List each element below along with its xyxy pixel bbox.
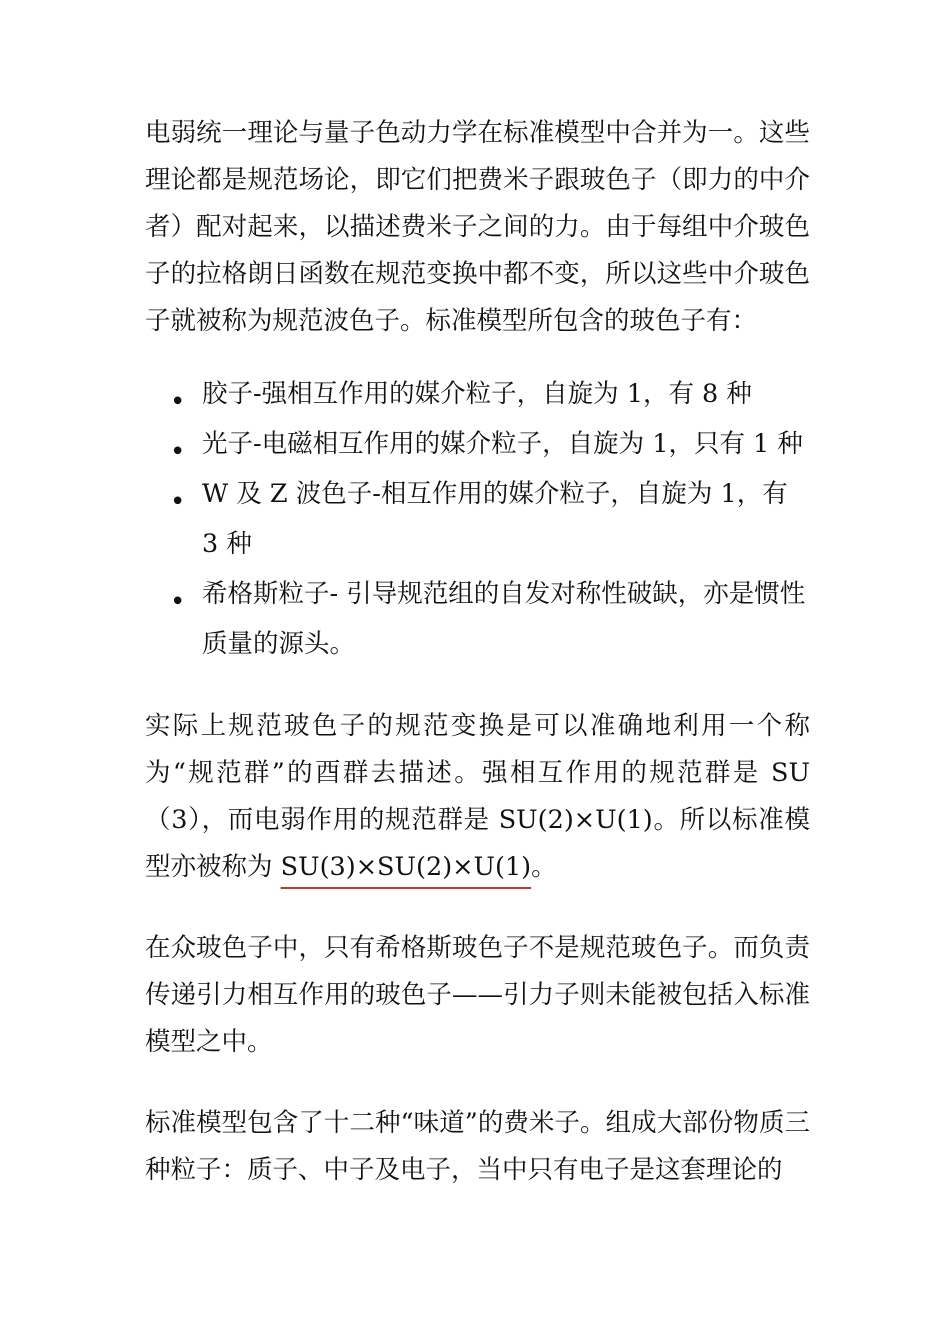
paragraph-text: 实际上规范玻色子的规范变换是可以准确地利用一个称为“规范群”的酉群去描述。强相互作用的规范群是 SU（3），而电弱作用的规范群是 SU(2)×U(1)。所以标准模型亦被称为 <box>145 711 810 882</box>
bullet-icon: • <box>170 387 186 417</box>
list-item <box>170 569 810 669</box>
list-item-text: W 及 Z 波色子-相互作用的媒介粒子，自旋为 1，有 3 种 <box>202 479 788 559</box>
list-item-text: 希格斯粒子- 引导规范组的自发对称性破缺，亦是惯性质量的源头。 <box>202 579 806 659</box>
list-item <box>170 469 810 569</box>
boson-list <box>145 369 810 669</box>
document-body <box>145 110 810 1194</box>
paragraph-gauge-group <box>145 703 810 891</box>
list-item <box>170 369 810 419</box>
paragraph-higgs-graviton: 在众玻色子中，只有希格斯玻色子不是规范玻色子。而负责传递引力相互作用的玻色子——引力子则未能被包括入标准模型之中。 <box>145 933 810 1057</box>
spacer <box>145 669 810 703</box>
list-item-text: 光子-电磁相互作用的媒介粒子，自旋为 1，只有 1 种 <box>202 429 803 459</box>
bullet-icon: • <box>170 487 186 517</box>
bullet-icon: • <box>170 587 186 617</box>
paragraph-fermion-flavors: 标准模型包含了十二种“味道”的费米子。组成大部份物质三种粒子：质子、中子及电子，当中只有电子是这套理论的 <box>145 1108 810 1185</box>
paragraph-text: 。 <box>531 852 557 882</box>
spacer <box>145 1066 810 1100</box>
underlined-formula: SU(3)×SU(2)×U(1) <box>280 852 532 882</box>
spacer <box>145 345 810 369</box>
list-item <box>170 419 810 469</box>
list-item-text: 胶子-强相互作用的媒介粒子，自旋为 1，有 8 种 <box>202 379 752 409</box>
bullet-icon: • <box>170 437 186 467</box>
paragraph-gauge-theory-intro: 电弱统一理论与量子色动力学在标准模型中合并为一。这些理论都是规范场论，即它们把费米子跟玻色子（即力的中介者）配对起来，以描述费米子之间的力。由于每组中介玻色子的拉格朗日函数在规范变换中都不变，所以这些中介玻色子就被称为规范波色子。标准模型所包含的玻色子有： <box>145 118 810 336</box>
spacer <box>145 891 810 925</box>
